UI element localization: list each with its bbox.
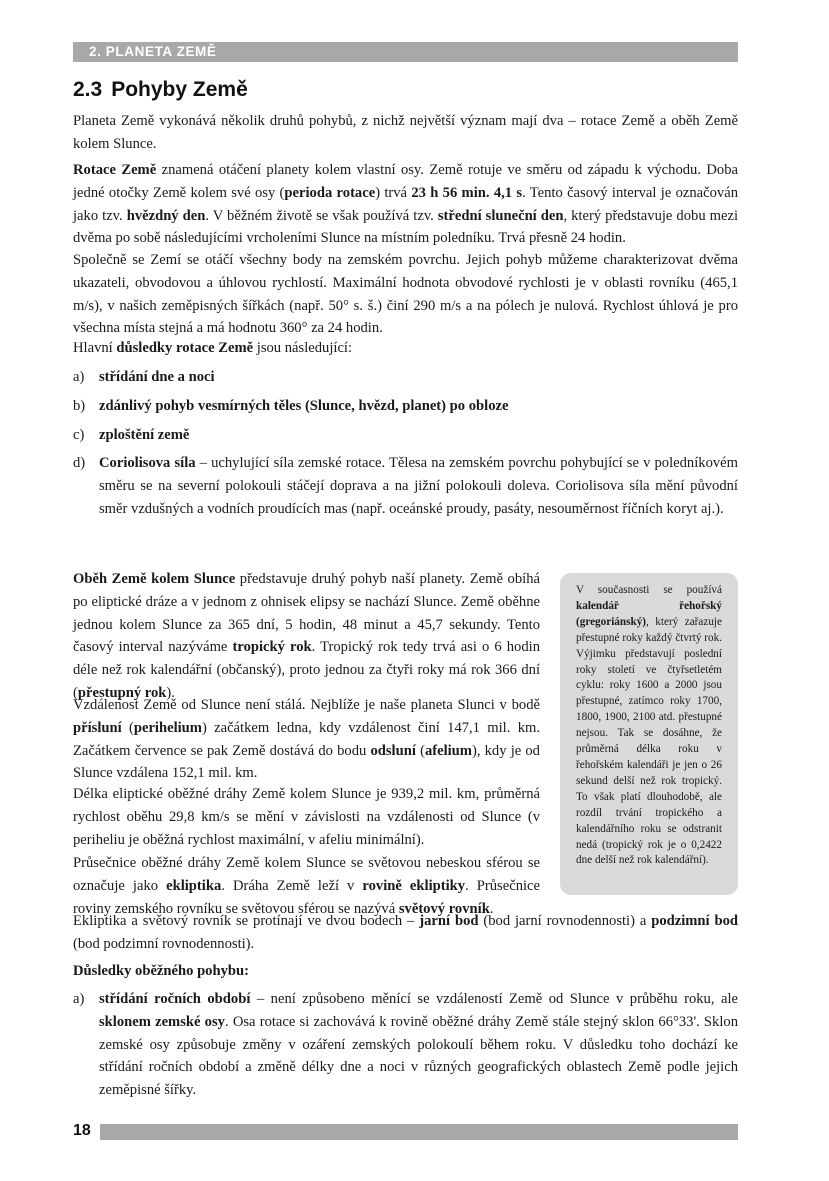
text-run: ).: [166, 684, 175, 701]
list-marker: d): [73, 455, 86, 471]
ecliptic-plane-term: rovině ekliptiky: [362, 877, 466, 894]
text-run: Hlavní: [73, 340, 117, 356]
text-run: – uchylující síla zemské rotace. Tělesa na zemském povrchu pohybující se v poledníkovém směru se na severní polokouli stáčejí doprava a na jižní polokouli doleva. Coriolisova síla mění původní směr vzdušných a vodních proudících mas (např. oceánské proudy, pasáty, nesouměrnost říčních koryt aj.).: [99, 455, 738, 517]
autumn-point-term: podzimní bod: [651, 913, 738, 929]
text-run: (bod podzimní rovnodennosti).: [73, 935, 255, 952]
text-run: . Osa rotace si zachovává k rovině oběžné dráhy Země stále stejný sklon 66°33'. Sklon zemské osy způsobuje změny v ozáření zemských polokoulí během roku. V důsledku toho dochází ke střídání ročních období a změně délky dne a noci v různých geografických oblastech Země podle jejich zeměpisné šířky.: [99, 1013, 738, 1099]
list-item-term: zdánlivý pohyb vesmírných těles (Slunce, hvězd, planet) po obloze: [99, 398, 509, 414]
celestial-equator-term: světový rovník: [398, 900, 490, 917]
text-run: Průsečnice oběžné dráhy Země kolem Slunce se světovou nebeskou sférou se označuje jako: [73, 855, 540, 894]
intro-paragraph: Planeta Země vykonává několik druhů pohybů, z nichž největší význam mají dva – rotace Země a oběh Země kolem Slunce.: [73, 113, 738, 152]
consequences-intro: [73, 337, 738, 360]
list-marker: a): [73, 991, 85, 1007]
text-run: ) začátkem ledna, kdy vzdálenost činí 147,1 mil. km. Začátkem července se pak Země dostává do bodu: [73, 719, 540, 759]
velocity-paragraph: Společně se Zemí se otáčí všechny body na zemském povrchu. Jejich pohyb můžeme charakterizovat dvěma ukazateli, obvodovou a úhlovou rychlostí. Maximální hodnota obvodové rychlosti je v oblasti rovníku (465,1 m/s), v našich zeměpisných šířkách (např. 50° s. š.) činí 290 m/s a na pólech je nulová. Rychlost úhlová je pro všechna místa stejná a má hodnotu 360° za 24 hodin.: [73, 252, 738, 337]
list-marker: b): [73, 398, 86, 414]
leap-year-term: přestupný rok: [77, 684, 167, 701]
orbit-consequences-title: Důsledky oběžného pohybu:: [73, 963, 249, 979]
list-item-text: [99, 452, 738, 520]
orbit-length-paragraph: Délka eliptické oběžné dráhy Země kolem Slunce je 939,2 mil. km, průměrná rychlost oběhu 29,8 km/s se mění v závislosti na vzdálenosti od Slunce (v periheliu je oběžná rychlost maximální, v afeliu minimální).: [73, 786, 540, 848]
perihelium-term: perihelium: [133, 719, 202, 736]
list-item-term: střídání dne a noci: [99, 369, 215, 385]
list-item-text: [99, 988, 738, 1102]
rotation-term: Rotace Země: [73, 162, 157, 178]
consequences-term: důsledky rotace Země: [116, 340, 254, 356]
rotation-period-term: perioda rotace: [284, 184, 376, 201]
text-run: znamená otáčení planety kolem vlastní osy. Země rotuje ve směru od západu k východu. Doba jedné otočky Země kolem své osy (: [73, 162, 738, 201]
section-number: 2.3: [73, 78, 103, 101]
text-run: (: [121, 719, 134, 736]
distance-paragraph: [73, 694, 540, 785]
text-run: , který zařazuje přestupné roky každý čtvrtý rok. Výjimku představují poslední roky století ve čtyřsetletém cyklu: roky 1600 a 2000 jsou přestupné, zatímco roky 1700, 1800, 1900, 2100 atd. přestupné nejsou. Tak se dosáhne, že průměrná délka roku v řehořském kalendáři je jen o 26 sekund delší než rok tropický. To však platí dlouhodobě, ale rozdíl trvání tropického a kalendářního roku se odstranit nedá (tropický rok je o 0,2422 dne delší než rok kalendářní).: [576, 615, 722, 867]
chapter-title: 2. PLANETA ZEMĚ: [89, 44, 217, 59]
text-run: .: [489, 900, 494, 917]
text-run: představuje druhý pohyb naší planety. Země obíhá po eliptické dráze a v jednom z ohnisek elipsy se nachází Slunce. Země oběhne jednou kolem Slunce za 365 dní, 5 hodin, 48 minut a 45,7 sekundy. Tento časový interval nazýváme: [73, 571, 540, 656]
solar-day-term: střední sluneční den: [437, 207, 564, 224]
sidebar-text: [576, 583, 722, 869]
text-run: – není způsobeno měnící se vzdáleností Země od Slunce v průběhu roku, ale: [250, 991, 738, 1007]
rotation-paragraph: [73, 159, 738, 250]
spring-point-term: jarní bod: [419, 913, 479, 929]
text-run: . V běžném životě se však používá tzv.: [205, 207, 438, 224]
equinox-paragraph: [73, 910, 738, 956]
text-run: (: [415, 742, 425, 759]
text-run: V současnosti se používá: [576, 584, 722, 596]
text-run: . Tropický rok tedy trvá asi o 6 hodin déle než rok kalendářní (občanský), proto jednou za čtyři roky má rok 366 dní (: [73, 639, 540, 701]
chapter-header-bar: [73, 42, 738, 62]
tropical-year-term: tropický rok: [232, 639, 312, 656]
list-item-term: sklonem zemské osy: [99, 1013, 225, 1030]
list-item-text: [99, 424, 738, 447]
list-marker: c): [73, 427, 85, 443]
text-run: jsou následující:: [253, 340, 353, 356]
page-number: 18: [73, 1122, 91, 1139]
list-item-term: zploštění země: [99, 427, 190, 443]
orbit-consequences-heading: [73, 960, 738, 983]
text-run: . Dráha Země leží v: [221, 877, 363, 894]
orbit-paragraph: [73, 568, 540, 705]
text-run: , který představuje dobu mezi dvěma po sobě následujícími vrcholeními Slunce na místním poledníku. Trvá přesně 24 hodin.: [73, 207, 738, 247]
section-title: Pohyby Země: [111, 78, 248, 101]
text-run: ) trvá: [375, 184, 412, 201]
list-item-text: [99, 395, 738, 418]
footer-bar: [100, 1124, 738, 1140]
calendar-sidebar: [560, 573, 738, 895]
list-marker: a): [73, 369, 85, 385]
text-run: Ekliptika a světový rovník se protínají ve dvou bodech –: [73, 913, 420, 929]
text-run: Vzdálenost Země od Slunce není stálá. Nejblíže je naše planeta Slunci v bodě: [73, 697, 540, 713]
list-item-text: [99, 366, 738, 389]
ecliptic-term: ekliptika: [166, 877, 222, 894]
text-run: (bod jarní rovnodennosti) a: [478, 913, 652, 929]
afelium-term: afelium: [424, 742, 472, 759]
aphelion-term: odsluní: [370, 742, 416, 759]
rotation-duration: 23 h 56 min. 4,1 s: [411, 184, 523, 201]
text-run: ), kdy je od Slunce vzdálena 152,1 mil. km.: [73, 742, 540, 782]
text-run: . Tento časový interval je označován jako tzv.: [73, 184, 738, 224]
perihelion-term: přísluní: [73, 719, 122, 736]
orbit-term: Oběh Země kolem Slunce: [73, 571, 236, 587]
list-item-term: střídání ročních období: [99, 991, 251, 1007]
text-run: . Průsečnice roviny zemského rovníku se světovou sférou se nazývá: [73, 877, 540, 917]
section-heading: [73, 78, 248, 102]
sidereal-day-term: hvězdný den: [126, 207, 206, 224]
list-item-term: Coriolisova síla: [99, 455, 196, 471]
sidebar-term: kalendář řehořský (gregoriánský): [576, 599, 722, 628]
